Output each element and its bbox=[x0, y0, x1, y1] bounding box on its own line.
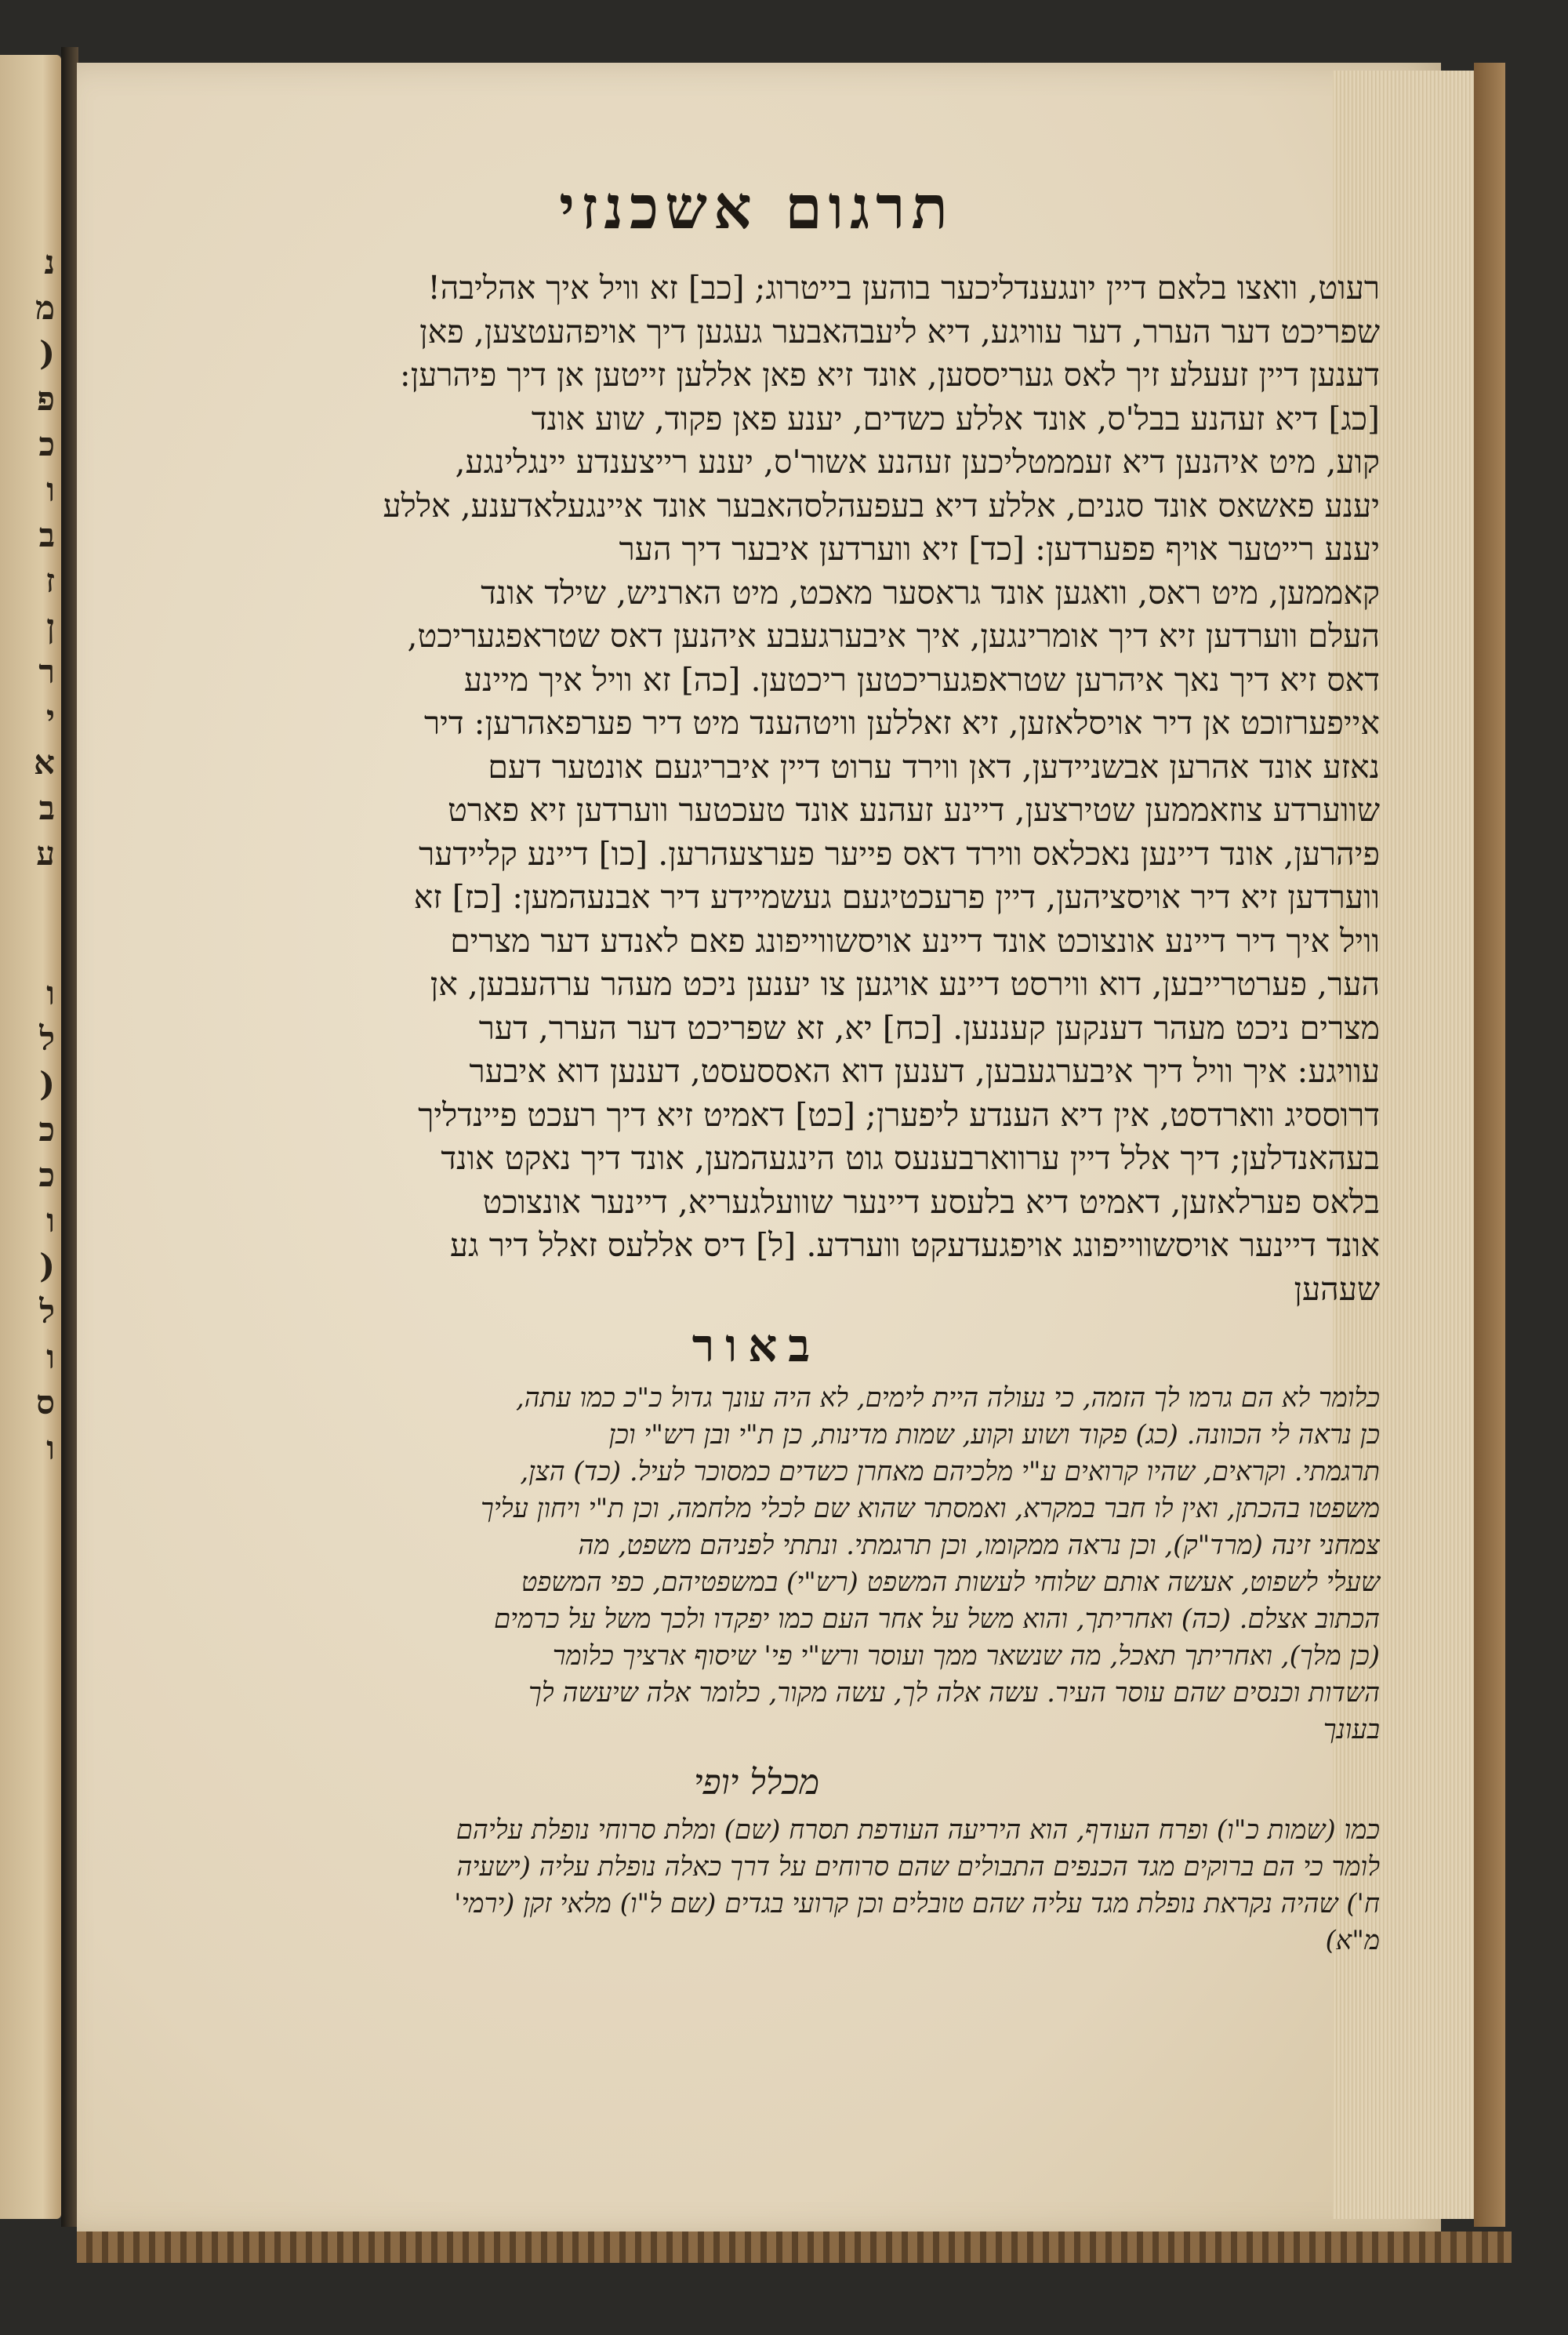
left-page-letter: א bbox=[34, 743, 55, 782]
left-page-letter: ו bbox=[46, 1338, 55, 1376]
left-page-letter: ז bbox=[45, 561, 55, 600]
commentary-line: משפטו בהכתן, ואין לו חבר במקרא, ואמסתר שהוא שם לכלי מלחמה, וכן ת"י ויחון עליך bbox=[481, 1493, 1380, 1524]
page-content bbox=[133, 172, 1380, 1959]
text-line: פיהרען, אונד דיינען נאכלאס ווירד דאס פייער פערצעהרען. [כו] דיינע קליידער bbox=[419, 834, 1380, 873]
commentary-line: תרגמתי. וקראים, שהיו קרואים ע"י מלכיהם מאחרן כשדים כמסוכר לעיל. (כד) הצן, bbox=[520, 1456, 1380, 1487]
left-page-letter: נ bbox=[44, 243, 55, 281]
text-line: וויל איך דיר דיינע אונצוכט אונד דיינע אויסשווייפונג פאם לאנדע דער מצרים bbox=[450, 921, 1380, 960]
left-page-letter: כ bbox=[38, 1110, 55, 1149]
left-page-letter: ( bbox=[39, 1065, 55, 1103]
text-line: עוויגע: איך וויל דיך איבערגעבען, דענען דוא האססעסט, דענען דוא איבער bbox=[469, 1052, 1380, 1090]
left-page-letter: ב bbox=[38, 789, 55, 827]
left-page-letter: ו bbox=[46, 974, 55, 1012]
text-line: יענע פאשאס אונד סגנים, אללע דיא בעפעהלסהאבער אונד איינגעלאדענע, אללע bbox=[383, 486, 1380, 525]
text-line: שווערדע צוזאממען שטירצען, דיינע זעהנע אונד טעכטער ווערדען זיא פארט bbox=[448, 791, 1380, 829]
text-line: רעוט, וואצו בלאם דיין יונגענדליכער בוהען בייטרוג; [כב] זא וויל איך אהליבה! bbox=[427, 269, 1380, 307]
left-page-letter: פ bbox=[37, 379, 55, 418]
left-page-letter: ו bbox=[46, 470, 55, 509]
text-line: מצרים ניכט מעהר דענקען קעננען. [כח] יא, זא שפריכט דער הערר, דער bbox=[478, 1008, 1380, 1047]
commentary-line: כלומר לא הם גרמו לך הזמה, כי נעולה היית לימים, לא היה עונך גדול כ"כ כמו עתה, bbox=[515, 1382, 1380, 1414]
left-page-fragment bbox=[0, 55, 61, 2219]
subsection-line: לומר כי הם ברוקים מגד הכנפים התבולים שהם סרוחים על דרך כאלה נופלת עליה (ישעיה bbox=[456, 1851, 1380, 1883]
left-page-letter: ( bbox=[39, 1247, 55, 1285]
cover-bottom-edge bbox=[77, 2232, 1512, 2263]
translation-text bbox=[133, 267, 1380, 1311]
text-line: דרוססיג ווארדסט, אין דיא הענדע ליפערן; [כט] דאמיט זיא דיך רעכט פיינדליך bbox=[418, 1095, 1380, 1134]
left-page-letter: י bbox=[45, 698, 55, 736]
text-line: אייפערזוכט אן דיר אויסלאזען, זיא זאללען וויטהענד מיט דיר פערפאהרען: דיר bbox=[423, 704, 1380, 742]
subsection-text bbox=[133, 1812, 1380, 1959]
text-line: [כג] דיא זעהנע בבל'ס, אונד אללע כשדים, יענע פאן פקוד, שוע אונד bbox=[531, 399, 1380, 438]
text-line: בעהאנדלען; דיך אלל דיין ערווארבענעס גוט הינגעהמען, אונד דיך נאקט אונד bbox=[441, 1139, 1380, 1177]
text-line: העלם ווערדען זיא דיך אומרינגען, איך איבערגעבע איהנען דאס שטראפגעריכט, bbox=[407, 617, 1380, 655]
subsection-line: ח') שהיה נקראת נופלת מגד עליה שהם טובלים וכן קרועי בגדים (שם ל"ו) מלאי זקן (ירמי' bbox=[454, 1888, 1380, 1919]
text-line: קוע, מיט איהנען דיא זעממטליכען זעהנע אשור'ס, יענע רייצענדע יינגלינגע, bbox=[455, 443, 1380, 481]
text-line: ווערדען זיא דיר אויסציהען, דיין פרעכטיגעם געשמיידע דיר אבנעהמען: [כז] זא bbox=[413, 878, 1380, 916]
page-title: תרגום אשכנזי bbox=[559, 172, 954, 242]
commentary-line: (כן מלך), ואחריתך תאכל, מה שנשאר ממך ועוסר ורש"י פי' שיסוף ארציך כלומר bbox=[552, 1640, 1380, 1672]
left-page-letter: ר bbox=[38, 652, 55, 691]
commentary-text bbox=[133, 1380, 1380, 1749]
text-line: דענען דיין זעעלע זיך לאס געריססען, אונד זיא פאן אללען זייטען אן דיך פיהרען: bbox=[399, 356, 1380, 394]
commentary-line: צמחני זינה (מרד"ק), וכן נראה ממקומו, וכן תרגמתי. ונתתי לפניהם משפט, מה bbox=[578, 1530, 1380, 1561]
text-line: הער, פערטרייבען, דוא ווירסט דיינע אויגען צו יענען ניכט מעהר ערהעבען, אן bbox=[430, 965, 1380, 1003]
left-page-letter: ן bbox=[46, 607, 55, 645]
text-line: דאס זיא דיך נאך איהרען שטראפגעריכטען ריכטען. [כה] זא וויל איך מיינע bbox=[463, 660, 1380, 699]
commentary-heading: באור bbox=[691, 1319, 822, 1372]
text-line: אונד דיינער אויסשווייפונג אויפגעדעקט ווערדע. [ל] דיס אללעס זאלל דיר גע bbox=[449, 1226, 1380, 1264]
commentary-line: השדות וכנסים שהם עוסר העיר. עשה אלה לך, עשה מקור, כלומר אלה שיעשה לך bbox=[528, 1677, 1380, 1709]
book-gutter bbox=[61, 47, 78, 2227]
subsection-heading: מכלל יופי bbox=[693, 1763, 820, 1803]
text-line: בלאס פערלאזען, דאמיט דיא בלעסע דיינער שוועלגעריא, דיינער אונצוכט bbox=[482, 1182, 1380, 1221]
left-page-letter: כ bbox=[38, 1156, 55, 1194]
left-page-letter: מ bbox=[35, 289, 55, 327]
commentary-line: כן נראה לי הכוונה. (כג) פקוד ושוע וקוע, שמות מדינות, כן ת"י ובן רש"י וכן bbox=[608, 1419, 1380, 1451]
commentary-line: בעונך bbox=[1323, 1714, 1380, 1745]
left-page-letter: ל bbox=[39, 1292, 55, 1331]
left-page-letter: ו bbox=[46, 1201, 55, 1240]
left-page-letter: כ bbox=[38, 425, 55, 463]
subsection-line: כמו (שמות כ"ו) ופרח העודף, הוא היריעה העודפת תסרח (שם) ומלת סרוחי נופלת עליהם bbox=[456, 1814, 1380, 1846]
left-page-letter: ע bbox=[36, 834, 55, 873]
text-line: שעהען bbox=[1294, 1269, 1380, 1308]
book-cover-edge bbox=[1474, 63, 1505, 2227]
commentary-line: הכתוב אצלם. (כה) ואחריתך, והוא משל על אחר העם כמו יפקדו ולכך משל על כרמים bbox=[493, 1603, 1380, 1635]
subsection-line: מ"א) bbox=[1325, 1925, 1380, 1956]
text-line: יענע רייטער אויף פפערדען: [כד] זיא ווערדען איבער דיך הער bbox=[619, 530, 1380, 568]
left-page-letter: ס bbox=[36, 1383, 55, 1422]
left-page-letter: ל bbox=[39, 1019, 55, 1058]
text-line: נאזע אונד אהרען אבשניידען, דאן ווירד ערוט דיין איבריגעם אונטער דעם bbox=[488, 747, 1380, 786]
text-line: קאממען, מיט ראס, וואגען אונד גראסער מאכט, מיט הארניש, שילד אונד bbox=[481, 573, 1380, 612]
left-page-letter: ב bbox=[38, 516, 55, 554]
left-page-letter: ( bbox=[39, 334, 55, 372]
left-page-letter: ו bbox=[46, 1429, 55, 1467]
commentary-line: שעלי לשפוט, אעשה אותם שלוחי לעשות המשפט (רש"י) במשפטיהם, כפי המשפט bbox=[521, 1567, 1380, 1598]
text-line: שפריכט דער הערר, דער עוויגע, דיא ליעבהאבער געגען דיך אויפהעטצען, פאן bbox=[419, 312, 1380, 350]
